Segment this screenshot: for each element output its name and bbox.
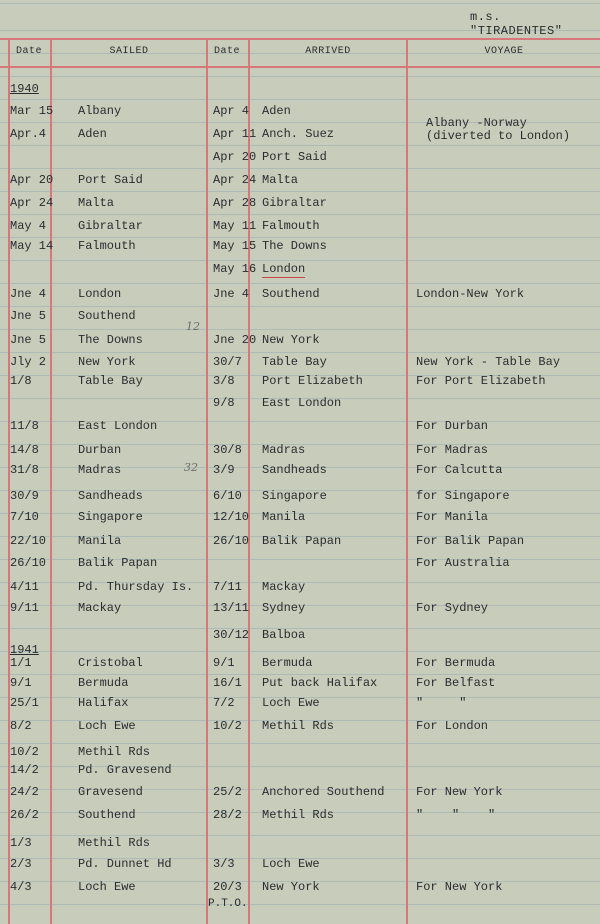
sailed-port: Durban (78, 443, 122, 457)
header-top-rule (0, 38, 600, 40)
sailed-date: 1/3 (10, 836, 32, 850)
pto-note: P.T.O. (208, 898, 248, 910)
sailed-port: Manila (78, 534, 122, 548)
sailed-date: Apr 24 (10, 196, 54, 210)
pencil-mark: 12 (186, 320, 200, 333)
sailed-port: Madras (78, 463, 122, 477)
voyage-text: For Calcutta (416, 463, 503, 477)
sailed-port: Pd. Thursday Is. (78, 580, 194, 594)
sailed-port: Balik Papan (78, 556, 158, 570)
arrived-port: Bermuda (262, 656, 313, 670)
sailed-date: 26/2 (10, 808, 39, 822)
header-bottom-rule (0, 66, 600, 68)
sailed-date: 30/9 (10, 489, 39, 503)
sailed-date: 4/11 (10, 580, 39, 594)
sailed-date: 14/8 (10, 443, 39, 457)
arrived-port: Anchored Southend (262, 785, 385, 799)
arrived-port: East London (262, 396, 342, 410)
sailed-port: Halifax (78, 696, 129, 710)
arrived-date: 6/10 (213, 489, 242, 503)
year-label: 1940 (10, 82, 39, 96)
sailed-date: 9/11 (10, 601, 39, 615)
arrived-date: 30/12 (213, 628, 250, 642)
arrived-date: 12/10 (213, 510, 250, 524)
arrived-date: 28/2 (213, 808, 242, 822)
sailed-port: Methil Rds (78, 745, 151, 759)
arrived-port: Put back Halifax (262, 676, 378, 690)
voyage-text: " " " (416, 808, 496, 822)
arrived-port: Loch Ewe (262, 857, 320, 871)
arrived-date: Apr 28 (213, 196, 257, 210)
arrived-port: Loch Ewe (262, 696, 320, 710)
arrived-date: Jne 4 (213, 287, 250, 301)
sailed-port: New York (78, 355, 136, 369)
voyage-text: For Bermuda (416, 656, 496, 670)
arrived-port: Balboa (262, 628, 306, 642)
arrived-date: May 15 (213, 239, 257, 253)
sailed-port: London (78, 287, 122, 301)
ship-title: m.s. "TIRADENTES" (470, 10, 563, 38)
arrived-date: Apr 24 (213, 173, 257, 187)
pencil-mark: 32 (184, 461, 198, 474)
sailed-port: Falmouth (78, 239, 136, 253)
arrived-date: Apr 20 (213, 150, 257, 164)
sailed-date: 24/2 (10, 785, 39, 799)
sailed-port: Mackay (78, 601, 122, 615)
voyage-text: For Australia (416, 556, 510, 570)
arrived-date: 3/3 (213, 857, 235, 871)
voyage-text: For New York (416, 785, 503, 799)
arrived-date: 20/3 (213, 880, 242, 894)
arrived-port: Sydney (262, 601, 306, 615)
sailed-port: Bermuda (78, 676, 129, 690)
sailed-port: Cristobal (78, 656, 143, 670)
arrived-date: 7/11 (213, 580, 242, 594)
column-rule-date1 (50, 38, 52, 924)
sailed-date: 7/10 (10, 510, 39, 524)
voyage-text: For New York (416, 880, 503, 894)
arrived-date: 30/8 (213, 443, 242, 457)
sailed-date: 25/1 (10, 696, 39, 710)
sailed-date: Mar 15 (10, 104, 54, 118)
arrived-port: Gibraltar (262, 196, 327, 210)
voyage-text: For Durban (416, 419, 489, 433)
header-arrived: ARRIVED (305, 46, 351, 57)
arrived-port: Madras (262, 443, 306, 457)
arrived-port: Southend (262, 287, 320, 301)
sailed-date: 31/8 (10, 463, 39, 477)
sailed-date: 14/2 (10, 763, 39, 777)
arrived-date: 30/7 (213, 355, 242, 369)
arrived-date: May 16 (213, 262, 257, 276)
voyage-text: For Belfast (416, 676, 496, 690)
sailed-date: 11/8 (10, 419, 39, 433)
arrived-port: Anch. Suez (262, 127, 335, 141)
arrived-date: 25/2 (213, 785, 242, 799)
year-label: 1941 (10, 643, 39, 657)
arrived-date: 9/8 (213, 396, 235, 410)
arrived-port: Malta (262, 173, 299, 187)
sailed-port: Loch Ewe (78, 880, 136, 894)
arrived-port: London (262, 262, 306, 276)
arrived-port: New York (262, 880, 320, 894)
header-date-sailed: Date (15, 46, 42, 57)
arrived-port: The Downs (262, 239, 327, 253)
sailed-port: Singapore (78, 510, 143, 524)
sailed-date: 26/10 (10, 556, 47, 570)
arrived-date: 16/1 (213, 676, 242, 690)
sailed-port: Malta (78, 196, 115, 210)
voyage-text: " " (416, 696, 467, 710)
voyage-text: for Singapore (416, 489, 510, 503)
arrived-port: Port Said (262, 150, 327, 164)
arrived-date: 26/10 (213, 534, 250, 548)
arrived-port: Methil Rds (262, 719, 335, 733)
arrived-date: Apr 4 (213, 104, 250, 118)
arrived-port: Table Bay (262, 355, 327, 369)
column-rule-arrived (406, 38, 408, 924)
sailed-port: The Downs (78, 333, 143, 347)
arrived-date: 3/9 (213, 463, 235, 477)
arrived-date: 10/2 (213, 719, 242, 733)
arrived-date: 3/8 (213, 374, 235, 388)
sailed-date: 1/8 (10, 374, 32, 388)
voyage-note-albany: Albany -Norway (diverted to London) (426, 116, 571, 143)
sailed-port: Southend (78, 808, 136, 822)
sailed-date: May 4 (10, 219, 47, 233)
arrived-port: Sandheads (262, 463, 327, 477)
arrived-port: Falmouth (262, 219, 320, 233)
header-sailed: SAILED (109, 46, 149, 57)
arrived-date: Jne 20 (213, 333, 257, 347)
arrived-port: New York (262, 333, 320, 347)
arrived-date: 13/11 (213, 601, 250, 615)
sailed-date: 9/1 (10, 676, 32, 690)
sailed-date: Jne 5 (10, 309, 47, 323)
sailed-date: 22/10 (10, 534, 47, 548)
sailed-date: 1/1 (10, 656, 32, 670)
arrived-port: Manila (262, 510, 306, 524)
sailed-date: Jly 2 (10, 355, 47, 369)
sailed-port: Methil Rds (78, 836, 151, 850)
sailed-port: Gravesend (78, 785, 143, 799)
voyage-text: New York - Table Bay (416, 355, 561, 369)
sailed-date: 10/2 (10, 745, 39, 759)
sailed-date: 8/2 (10, 719, 32, 733)
voyage-text: For Manila (416, 510, 489, 524)
sailed-port: Gibraltar (78, 219, 143, 233)
header-date-arrived: Date (213, 46, 240, 57)
arrived-date: 9/1 (213, 656, 235, 670)
column-rule-sailed (206, 38, 208, 924)
sailed-port: Sandheads (78, 489, 143, 503)
sailed-date: Jne 4 (10, 287, 47, 301)
arrived-date: Apr 11 (213, 127, 257, 141)
arrived-date: 7/2 (213, 696, 235, 710)
sailed-port: East London (78, 419, 158, 433)
sailed-date: May 14 (10, 239, 54, 253)
arrived-port: Balik Papan (262, 534, 342, 548)
sailed-date: Jne 5 (10, 333, 47, 347)
sailed-port: Albany (78, 104, 122, 118)
voyage-text: For Madras (416, 443, 489, 457)
sailed-date: 4/3 (10, 880, 32, 894)
voyage-text: For Port Elizabeth (416, 374, 546, 388)
arrived-date: May 11 (213, 219, 257, 233)
voyage-text: London-New York (416, 287, 525, 301)
sailed-port: Pd. Dunnet Hd (78, 857, 172, 871)
sailed-date: Apr 20 (10, 173, 54, 187)
sailed-port: Port Said (78, 173, 143, 187)
arrived-port: Methil Rds (262, 808, 335, 822)
arrived-port: Aden (262, 104, 291, 118)
sailed-date: 2/3 (10, 857, 32, 871)
sailed-port: Table Bay (78, 374, 143, 388)
arrived-port: Singapore (262, 489, 327, 503)
column-rule-date2 (248, 38, 250, 924)
sailed-port: Pd. Gravesend (78, 763, 172, 777)
voyage-text: For Balik Papan (416, 534, 525, 548)
sailed-port: Aden (78, 127, 107, 141)
arrived-port: Mackay (262, 580, 306, 594)
sailed-port: Loch Ewe (78, 719, 136, 733)
header-voyage: VOYAGE (484, 46, 524, 57)
arrived-port: Port Elizabeth (262, 374, 363, 388)
voyage-text: For Sydney (416, 601, 489, 615)
voyage-text: For London (416, 719, 489, 733)
sailed-port: Southend (78, 309, 136, 323)
sailed-date: Apr.4 (10, 127, 47, 141)
